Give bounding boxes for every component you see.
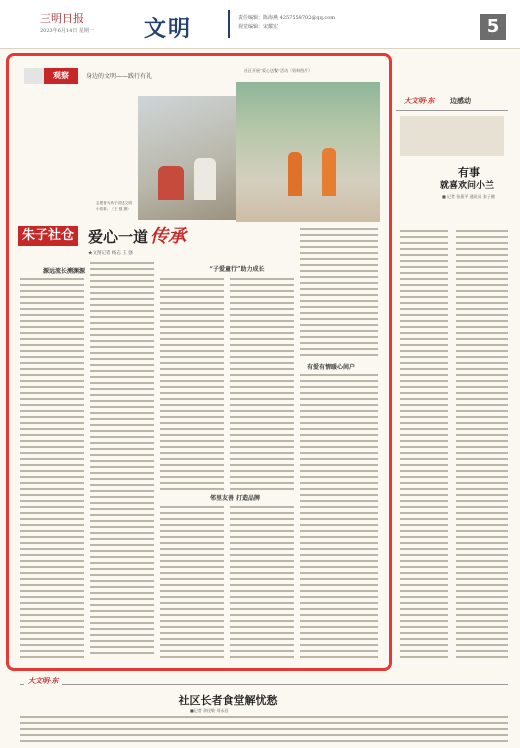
- right-title-2: 就喜欢问小兰: [440, 181, 495, 191]
- body-column-7: [160, 506, 224, 658]
- byline: ★文图记者 杨志 王 强: [88, 251, 133, 256]
- photo-figure: [288, 152, 302, 196]
- bottom-body: [20, 716, 508, 744]
- right-brand-suffix: 边感动: [450, 96, 471, 105]
- body-column-3: [160, 278, 224, 490]
- issue-date: 2023年6月14日 星期一: [40, 28, 94, 34]
- right-body-2: [456, 230, 508, 660]
- body-column-5: [300, 228, 378, 358]
- page-number: 5: [480, 14, 506, 40]
- editor-line-2: 视觉编辑：宋耀宏: [238, 24, 279, 30]
- divider: [396, 110, 508, 111]
- right-byline: ■ 记者 张燕平 通讯员 张子健: [442, 194, 495, 199]
- photo-caption-2: 社区开展“爱心送餐”活动（资料图片）: [244, 68, 313, 73]
- body-column-1: [20, 278, 84, 658]
- right-brand: 大文明·东: [404, 96, 435, 105]
- bottom-brand: 大文明·东: [24, 676, 62, 686]
- photo-delivery: [236, 82, 380, 222]
- paper-name: 三明日报: [40, 12, 84, 25]
- right-title-1: 有事: [458, 166, 480, 179]
- right-body-1: [400, 230, 448, 660]
- subhead-4: 邻里友善 打造品牌: [209, 495, 261, 502]
- photo-figure: [322, 148, 336, 196]
- right-photo: [400, 116, 504, 156]
- section-title: 文明: [144, 16, 193, 42]
- bottom-title: 社区长者食堂解忧愁: [178, 694, 278, 707]
- photo-figure: [194, 158, 216, 200]
- headline-accent: 传承: [150, 226, 186, 247]
- headline-red-block: 朱子社仓: [18, 226, 78, 246]
- photo-classroom: [138, 96, 236, 220]
- kicker-text: 身边的文明——践行有礼: [86, 73, 153, 80]
- subhead-1: 源远流长溯渊源: [42, 268, 85, 275]
- title-divider: [228, 10, 230, 38]
- bottom-divider: [20, 684, 508, 685]
- editor-line-1: 责任编辑：陈海燕 4257558702@qq.com: [238, 15, 335, 21]
- kicker-bg: [24, 68, 46, 84]
- subhead-3: 有爱有情暖心间户: [306, 364, 355, 371]
- body-column-2: [90, 262, 154, 658]
- bottom-byline: ■记者 余佳敏 刘永昌: [190, 708, 229, 713]
- headline-main: 爱心一道: [88, 228, 149, 246]
- body-column-4: [230, 278, 294, 490]
- body-column-8: [230, 506, 294, 658]
- body-column-6: [300, 374, 378, 658]
- photo-caption-1: 志愿者为孩子讲述文明小故事。（王 强 摄）: [96, 201, 132, 211]
- subhead-2: “子爱童行”助力成长: [209, 266, 265, 273]
- photo-figure: [158, 166, 184, 200]
- kicker-block: 观察: [44, 68, 78, 84]
